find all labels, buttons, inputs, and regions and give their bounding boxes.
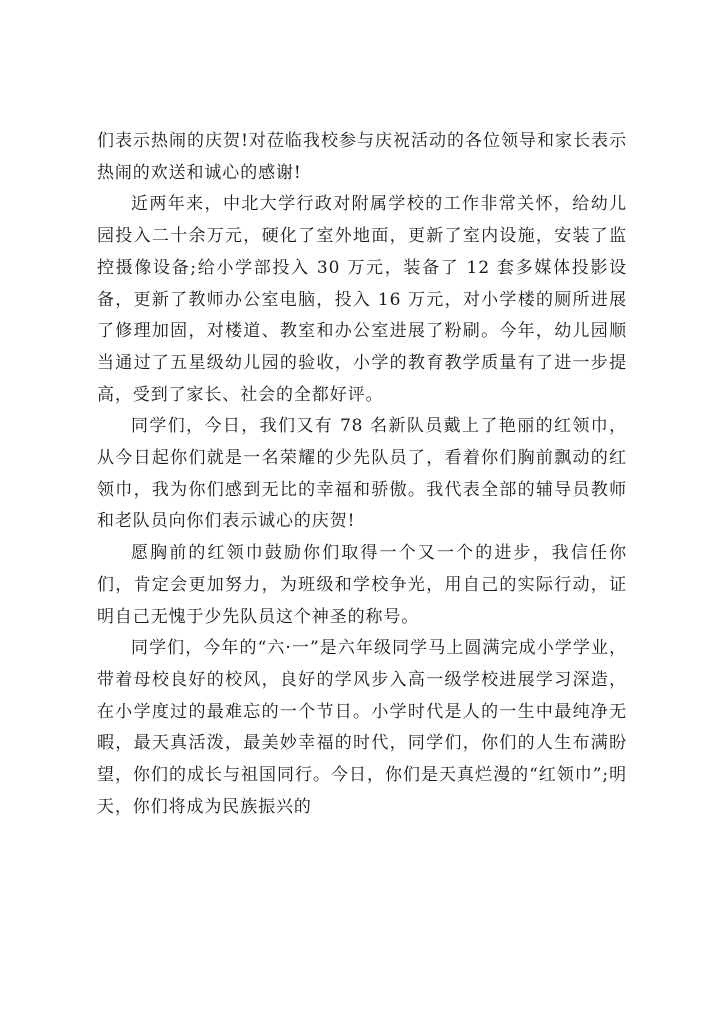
paragraph-new-members: 同学们，今日，我们又有 78 名新队员戴上了艳丽的红领巾，从今日起你们就是一名荣耀的少先队员了，看着你们胸前飘动的红领巾，我为你们感到无比的幸福和骄傲。我代表全部的辅导员教师和老队员向你们表示诚心的庆贺! bbox=[97, 416, 627, 532]
paragraph-congratulations-continued: 们表示热闹的庆贺!对莅临我校参与庆祝活动的各位领导和家长表示热闹的欢送和诚心的感谢! bbox=[97, 131, 627, 183]
paragraph-encouragement: 愿胸前的红领巾鼓励你们取得一个又一个的进步，我信任你们，肯定会更加努力，为班级和学校争光，用自己的实际行动，证明自己无愧于少先队员这个神圣的称号。 bbox=[97, 543, 627, 627]
paragraph-graduates: 同学们，今年的“六·一”是六年级同学马上圆满完成小学学业，带着母校良好的校风，良好的学风步入高一级学校进展学习深造，在小学度过的最难忘的一个节日。小学时代是人的一生中最纯净无暇，最天真活泼，最美妙幸福的时代，同学们，你们的人生布满盼望，你们的成长与祖国同行。今日，你们是天真烂漫的“红领巾”;明天，你们将成为民族振兴的 bbox=[97, 638, 627, 817]
paragraph-school-investment: 近两年来，中北大学行政对附属学校的工作非常关怀，给幼儿园投入二十余万元，硬化了室外地面，更新了室内设施，安装了监控摄像设备;给小学部投入 30 万元，装备了 12 套多媒体投影设备，更新了教师办公室电脑，投入 16 万元，对小学楼的厕所进展了修理加固，对楼道、教室和办公室进展了粉刷。今年，幼儿园顺当通过了五星级幼儿园的验收，小学的教育教学质量有了进一步提高，受到了家长、社会的全都好评。 bbox=[97, 194, 627, 405]
document-body bbox=[97, 126, 627, 823]
